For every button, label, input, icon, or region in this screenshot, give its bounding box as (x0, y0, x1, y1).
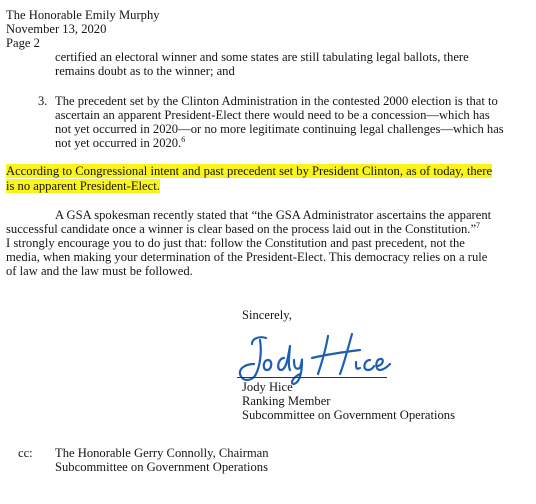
item-3-line-2: ascertain an apparent President-Elect there would need to be a concession—which has (55, 108, 490, 122)
salutation-sincerely: Sincerely, (242, 308, 292, 322)
highlight-line-1: According to Congressional intent and past precedent set by President Clinton, as of today, there (6, 164, 493, 178)
continuation-line-2: remains doubt as to the winner; and (55, 64, 235, 78)
gsa-line-2-text: successful candidate once a winner is clear based on the process laid out in the Constitution.” (6, 222, 477, 236)
item-3-line-3: not yet occurred in 2020—or no more legitimate continuing legal challenges—which has (55, 122, 504, 136)
gsa-paragraph-line-5: of law and the law must be followed. (6, 264, 193, 278)
item-3-line-1: The precedent set by the Clinton Administration in the contested 2000 election is that to (55, 94, 498, 108)
signer-name: Jody Hice (242, 380, 293, 394)
cc-line-2: Subcommittee on Government Operations (55, 460, 268, 474)
item-3-line-4-text: not yet occurred in 2020. (55, 136, 182, 150)
highlight-line-2: is no apparent President-Elect. (6, 179, 160, 193)
footnote-marker-6: 6 (181, 135, 186, 144)
gsa-paragraph-line-4: media, when making your determination of the President-Elect. This democracy relies on a rule (6, 250, 488, 264)
page-number: Page 2 (6, 36, 40, 50)
item-3-line-4 (55, 136, 185, 151)
highlighted-statement (6, 164, 492, 179)
cc-line-1: The Honorable Gerry Connolly, Chairman (55, 446, 269, 460)
signature-line (237, 377, 387, 378)
signer-title: Ranking Member (242, 394, 331, 408)
handwritten-signature (230, 328, 400, 388)
continuation-line-1: certified an electoral winner and some states are still tabulating legal ballots, there (55, 50, 469, 64)
signer-committee: Subcommittee on Government Operations (242, 408, 455, 422)
gsa-paragraph-line-3: I strongly encourage you to do just that: follow the Constitution and past precedent, not the (6, 236, 465, 250)
cc-label: cc: (18, 446, 33, 460)
gsa-paragraph-line-2 (6, 222, 480, 237)
gsa-paragraph-line-1: A GSA spokesman recently stated that “the GSA Administrator ascertains the apparent (55, 208, 492, 222)
recipient-line: The Honorable Emily Murphy (6, 8, 160, 22)
letter-date: November 13, 2020 (6, 22, 107, 36)
footnote-marker-7: 7 (476, 221, 481, 230)
item-3-number: 3. (38, 94, 48, 108)
highlighted-statement-2 (6, 179, 160, 194)
